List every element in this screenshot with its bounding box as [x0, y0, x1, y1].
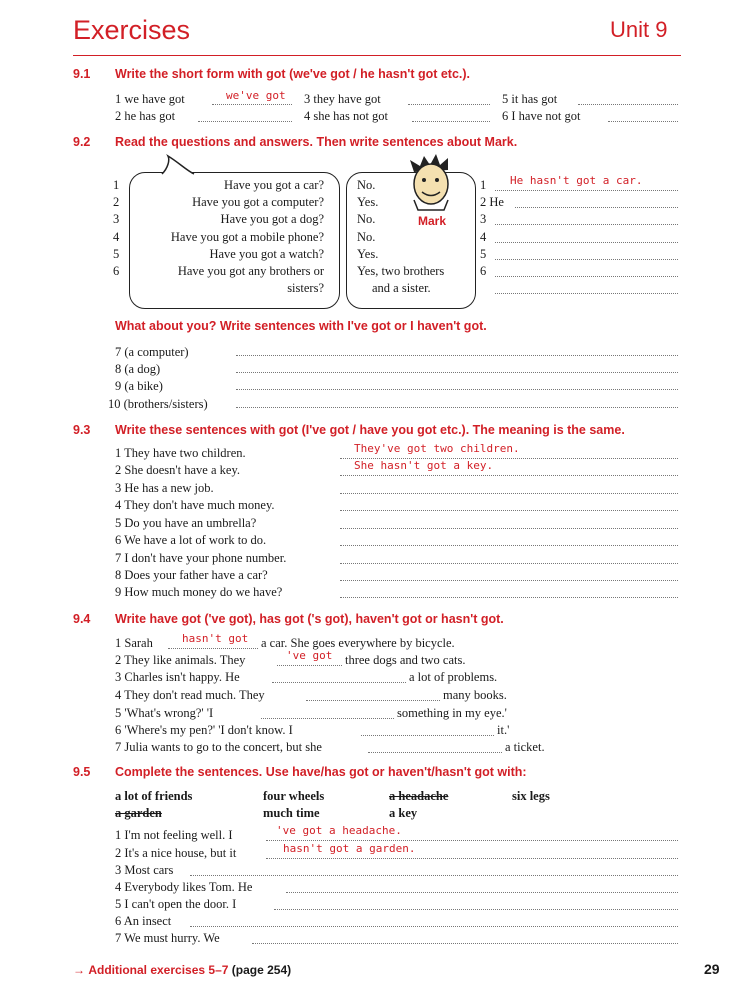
- answer-text: Yes, two brothers: [357, 264, 445, 278]
- list-number: 1: [113, 178, 120, 192]
- list-item: 9 (a bike): [115, 379, 163, 393]
- list-item: 10 (brothers/sisters): [108, 397, 208, 411]
- sentence-end: a car. She goes everywhere by bicycle.: [261, 636, 455, 650]
- list-item: 5 'What's wrong?' 'I: [115, 706, 214, 720]
- list-number: 2: [113, 195, 120, 209]
- header-rule: [73, 55, 681, 56]
- page-reference: (page 254): [231, 963, 292, 977]
- exercise-instruction: Write the short form with got (we've got / he hasn't got etc.).: [115, 67, 471, 81]
- answer-line[interactable]: [361, 735, 494, 736]
- list-item: 6 'Where's my pen?' 'I don't know. I: [115, 723, 293, 737]
- page-title: Exercises: [73, 15, 191, 45]
- answer-text: and a sister.: [372, 281, 431, 295]
- list-item: 4 They don't have much money.: [115, 498, 275, 512]
- additional-exercises-link[interactable]: [73, 963, 291, 977]
- answer-line[interactable]: [261, 718, 394, 719]
- list-item: 1 Sarah: [115, 636, 153, 650]
- list-item: 7 Julia wants to go to the concert, but she: [115, 740, 322, 754]
- word-option: much time: [263, 806, 320, 820]
- list-item: 2 It's a nice house, but it: [115, 846, 237, 860]
- answer-line[interactable]: [340, 545, 678, 546]
- answer-text: No.: [357, 230, 376, 244]
- link-label: Additional exercises 5–7: [88, 963, 229, 977]
- word-option: six legs: [512, 789, 550, 803]
- handwritten-answer: They've got two children.: [354, 442, 520, 455]
- list-item: 1 I'm not feeling well. I: [115, 828, 233, 842]
- question-text: Have you got a dog?: [220, 212, 324, 226]
- list-item: 5 I can't open the door. I: [115, 897, 237, 911]
- answer-line[interactable]: [368, 752, 502, 753]
- bubble-tail: [160, 154, 200, 176]
- handwritten-answer: She hasn't got a key.: [354, 459, 494, 472]
- question-text: Have you got a mobile phone?: [170, 230, 324, 244]
- answer-line[interactable]: [495, 242, 678, 243]
- handwritten-answer: hasn't got a garden.: [283, 842, 416, 855]
- answer-text: No.: [357, 178, 376, 192]
- list-item: 7 I don't have your phone number.: [115, 551, 287, 565]
- handwritten-answer: 've got: [286, 649, 333, 662]
- sentence-end: it.': [497, 723, 510, 737]
- question-text: sisters?: [287, 281, 324, 295]
- answer-line[interactable]: [198, 121, 292, 122]
- exercise-number: 9.2: [73, 135, 91, 149]
- list-item: 4 Everybody likes Tom. He: [115, 880, 253, 894]
- answer-line[interactable]: [495, 259, 678, 260]
- list-item: 6 I have not got: [502, 109, 581, 123]
- question-text: Have you got any brothers or: [177, 264, 324, 278]
- answer-line[interactable]: [608, 121, 678, 122]
- answer-line[interactable]: [340, 528, 678, 529]
- list-item: 2 They like animals. They: [115, 653, 246, 667]
- answer-line[interactable]: [274, 909, 678, 910]
- list-number: 4: [480, 230, 487, 244]
- unit-label: Unit 9: [610, 17, 668, 42]
- answer-text: No.: [357, 212, 376, 226]
- word-option: a key: [389, 806, 418, 820]
- answer-line[interactable]: [236, 372, 678, 373]
- exercise-instruction: Read the questions and answers. Then write sentences about Mark.: [115, 135, 518, 149]
- list-number: 4: [113, 230, 120, 244]
- question-text: Have you got a car?: [224, 178, 324, 192]
- exercise-instruction: Write have got ('ve got), has got ('s got), haven't got or hasn't got.: [115, 612, 504, 626]
- answer-line[interactable]: [168, 648, 258, 649]
- list-item: 7 We must hurry. We: [115, 931, 220, 945]
- word-option-used: a garden: [115, 806, 162, 820]
- list-number: 1: [480, 178, 487, 192]
- answer-line[interactable]: [340, 510, 678, 511]
- list-item: 5 it has got: [502, 92, 558, 106]
- answer-line[interactable]: [412, 121, 490, 122]
- list-item: 5 Do you have an umbrella?: [115, 516, 257, 530]
- answer-line[interactable]: [277, 665, 342, 666]
- list-item: 2 He: [480, 195, 504, 209]
- list-item: 4 she has not got: [304, 109, 389, 123]
- question-text: Have you got a watch?: [209, 247, 324, 261]
- answer-line[interactable]: [340, 580, 678, 581]
- answer-line[interactable]: [236, 407, 678, 408]
- list-item: 2 he has got: [115, 109, 176, 123]
- list-item: 3 He has a new job.: [115, 481, 214, 495]
- list-item: 3 Most cars: [115, 863, 174, 877]
- sentence-end: a lot of problems.: [409, 670, 498, 684]
- list-item: 6 An insect: [115, 914, 172, 928]
- list-number: 6: [113, 264, 120, 278]
- answer-line[interactable]: [236, 389, 678, 390]
- answer-line[interactable]: [266, 840, 678, 841]
- list-number: 5: [113, 247, 120, 261]
- answer-line[interactable]: [495, 293, 678, 294]
- list-item: 1 we have got: [115, 92, 185, 106]
- list-item: 3 they have got: [304, 92, 381, 106]
- answer-line[interactable]: [495, 190, 678, 191]
- word-option-used: a headache: [389, 789, 449, 803]
- list-item: 3 Charles isn't happy. He: [115, 670, 240, 684]
- list-number: 3: [113, 212, 120, 226]
- exercise-number: 9.4: [73, 612, 91, 626]
- list-number: 5: [480, 247, 487, 261]
- answer-line[interactable]: [340, 563, 678, 564]
- mark-face-icon: [404, 154, 460, 212]
- answer-line[interactable]: [272, 682, 406, 683]
- answer-line[interactable]: [212, 104, 292, 105]
- list-item: 2 She doesn't have a key.: [115, 463, 241, 477]
- handwritten-answer: we've got: [226, 89, 286, 102]
- answer-line[interactable]: [495, 276, 678, 277]
- mark-label: Mark: [418, 214, 447, 228]
- arrow-icon: →: [73, 963, 85, 977]
- list-item: 4 They don't read much. They: [115, 688, 265, 702]
- answer-line[interactable]: [190, 875, 678, 876]
- sub-instruction: What about you? Write sentences with I've got or I haven't got.: [115, 319, 487, 333]
- sentence-end: a ticket.: [505, 740, 545, 754]
- question-text: Have you got a computer?: [192, 195, 324, 209]
- answer-line[interactable]: [340, 597, 678, 598]
- list-item: 9 How much money do we have?: [115, 585, 283, 599]
- list-item: 6 We have a lot of work to do.: [115, 533, 267, 547]
- answer-line[interactable]: [286, 892, 678, 893]
- answer-line[interactable]: [578, 104, 678, 105]
- sentence-end: many books.: [443, 688, 507, 702]
- answer-line[interactable]: [495, 224, 678, 225]
- answer-line[interactable]: [340, 493, 678, 494]
- answer-line[interactable]: [306, 700, 440, 701]
- exercise-instruction: Write these sentences with got (I've got / have you got etc.). The meaning is the same.: [115, 423, 625, 437]
- exercise-number: 9.5: [73, 765, 91, 779]
- list-item: 7 (a computer): [115, 345, 189, 359]
- sentence-end: something in my eye.': [397, 706, 507, 720]
- word-option: a lot of friends: [115, 789, 193, 803]
- answer-line[interactable]: [515, 207, 678, 208]
- answer-line[interactable]: [236, 355, 678, 356]
- answer-line[interactable]: [190, 926, 678, 927]
- exercise-number: 9.1: [73, 67, 91, 81]
- word-option: four wheels: [263, 789, 325, 803]
- answer-line[interactable]: [252, 943, 678, 944]
- list-item: 1 They have two children.: [115, 446, 246, 460]
- list-item: 8 Does your father have a car?: [115, 568, 268, 582]
- answer-text: Yes.: [357, 195, 379, 209]
- handwritten-answer: 've got a headache.: [276, 824, 402, 837]
- handwritten-answer: He hasn't got a car.: [510, 174, 643, 187]
- answer-line[interactable]: [340, 475, 678, 476]
- answer-line[interactable]: [266, 858, 678, 859]
- answer-text: Yes.: [357, 247, 379, 261]
- sentence-end: three dogs and two cats.: [345, 653, 466, 667]
- list-number: 6: [480, 264, 487, 278]
- exercise-number: 9.3: [73, 423, 91, 437]
- answer-line[interactable]: [408, 104, 490, 105]
- exercise-instruction: Complete the sentences. Use have/has got or haven't/hasn't got with:: [115, 765, 527, 779]
- page-number: 29: [704, 961, 720, 977]
- handwritten-answer: hasn't got: [182, 632, 249, 645]
- list-number: 3: [480, 212, 487, 226]
- list-item: 8 (a dog): [115, 362, 161, 376]
